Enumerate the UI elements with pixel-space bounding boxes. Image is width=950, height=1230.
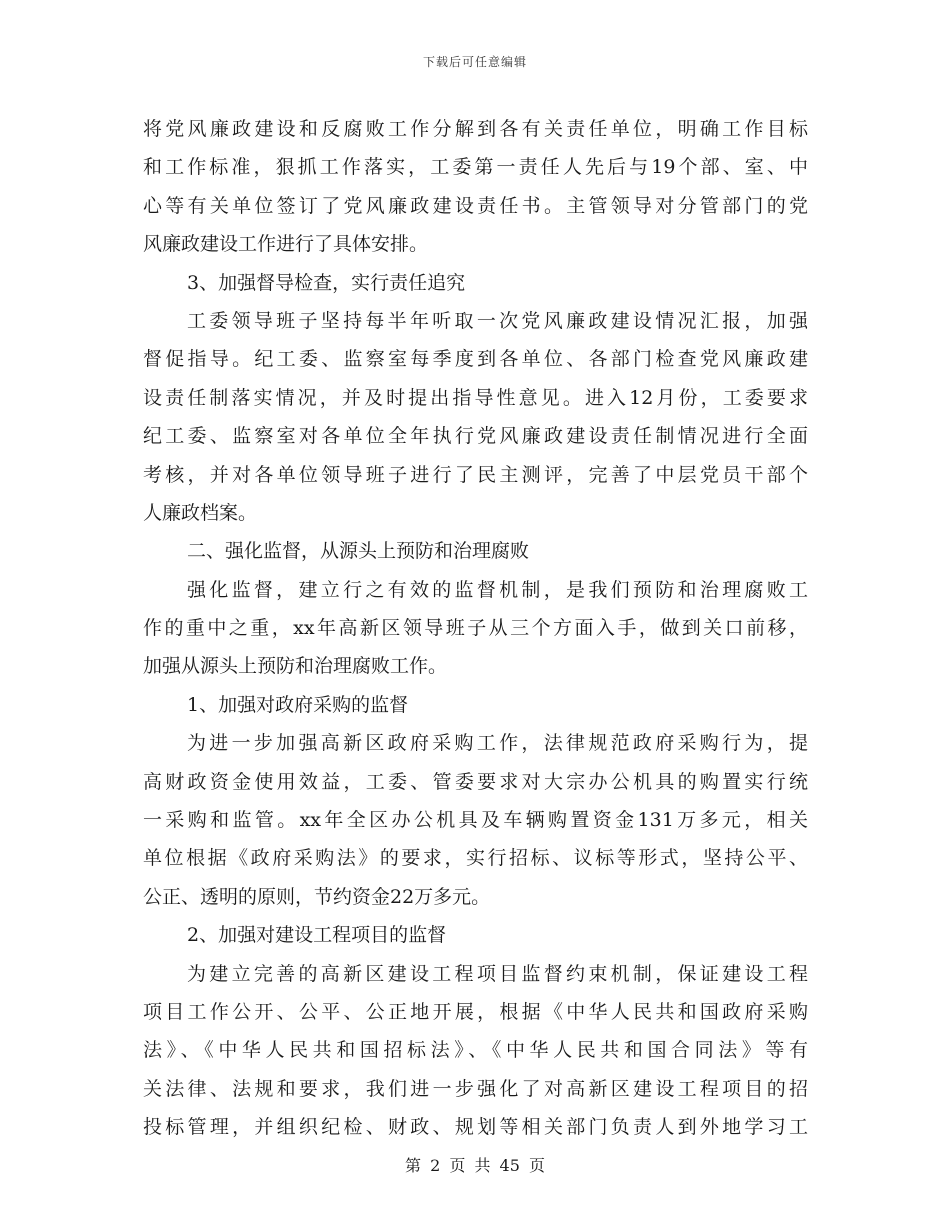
section-heading: 2、加强对建设工程项目的监督	[187, 924, 447, 947]
text-line: 风廉政建设工作进行了具体安排。	[143, 233, 429, 256]
section-heading: 二、强化监督，从源头上预防和治理腐败	[187, 540, 530, 563]
text-line: 项目工作公开、公平、公正地开展，根据《中华人民共和国政府采购	[143, 1000, 808, 1023]
text-line: 考核，并对各单位领导班子进行了民主测评，完善了中层党员干部个	[143, 463, 808, 486]
text-line: 公正、透明的原则，节约资金22万多元。	[143, 885, 491, 908]
text-line: 一采购和监管。xx年全区办公机具及车辆购置资金131万多元，相关	[143, 809, 808, 832]
text-line: 督促指导。纪工委、监察室每季度到各单位、各部门检查党风廉政建	[143, 348, 808, 371]
page-header: 下载后可任意编辑	[422, 55, 527, 69]
text-line: 心等有关单位签订了党风廉政建设责任书。主管领导对分管部门的党	[143, 194, 808, 217]
text-line: 人廉政档案。	[143, 501, 258, 524]
text-line: 高财政资金使用效益，工委、管委要求对大宗办公机具的购置实行统	[143, 770, 808, 793]
text-line: 为进一步加强高新区政府采购工作，法律规范政府采购行为，提	[187, 732, 808, 755]
text-line: 为建立完善的高新区建设工程项目监督约束机制，保证建设工程	[187, 962, 808, 985]
text-line: 投标管理，并组织纪检、财政、规划等相关部门负责人到外地学习工	[143, 1116, 808, 1139]
text-line: 和工作标准，狠抓工作落实，工委第一责任人先后与19个部、室、中	[143, 156, 808, 179]
text-line: 关法律、法规和要求，我们进一步强化了对高新区建设工程项目的招	[143, 1077, 808, 1100]
text-line: 设责任制落实情况，并及时提出指导性意见。进入12月份，工委要求	[143, 386, 808, 409]
text-line: 作的重中之重，xx年高新区领导班子从三个方面入手，做到关口前移，	[143, 617, 808, 640]
document-body	[143, 110, 808, 1147]
page-number: 第 2 页 共 45 页	[405, 1156, 545, 1175]
text-line: 加强从源头上预防和治理腐败工作。	[143, 655, 448, 678]
text-line: 工委领导班子坚持每半年听取一次党风廉政建设情况汇报，加强	[187, 309, 808, 332]
section-heading: 3、加强督导检查，实行责任追究	[187, 271, 466, 294]
section-heading: 1、加强对政府采购的监督	[187, 693, 409, 716]
text-line: 强化监督，建立行之有效的监督机制，是我们预防和治理腐败工	[187, 578, 808, 601]
text-line: 将党风廉政建设和反腐败工作分解到各有关责任单位，明确工作目标	[143, 118, 808, 140]
text-line: 单位根据《政府采购法》的要求，实行招标、议标等形式，坚持公平、	[143, 847, 808, 870]
text-line: 纪工委、监察室对各单位全年执行党风廉政建设责任制情况进行全面	[143, 425, 808, 448]
text-line: 法》、《中华人民共和国招标法》、《中华人民共和国合同法》等有	[143, 1039, 808, 1062]
